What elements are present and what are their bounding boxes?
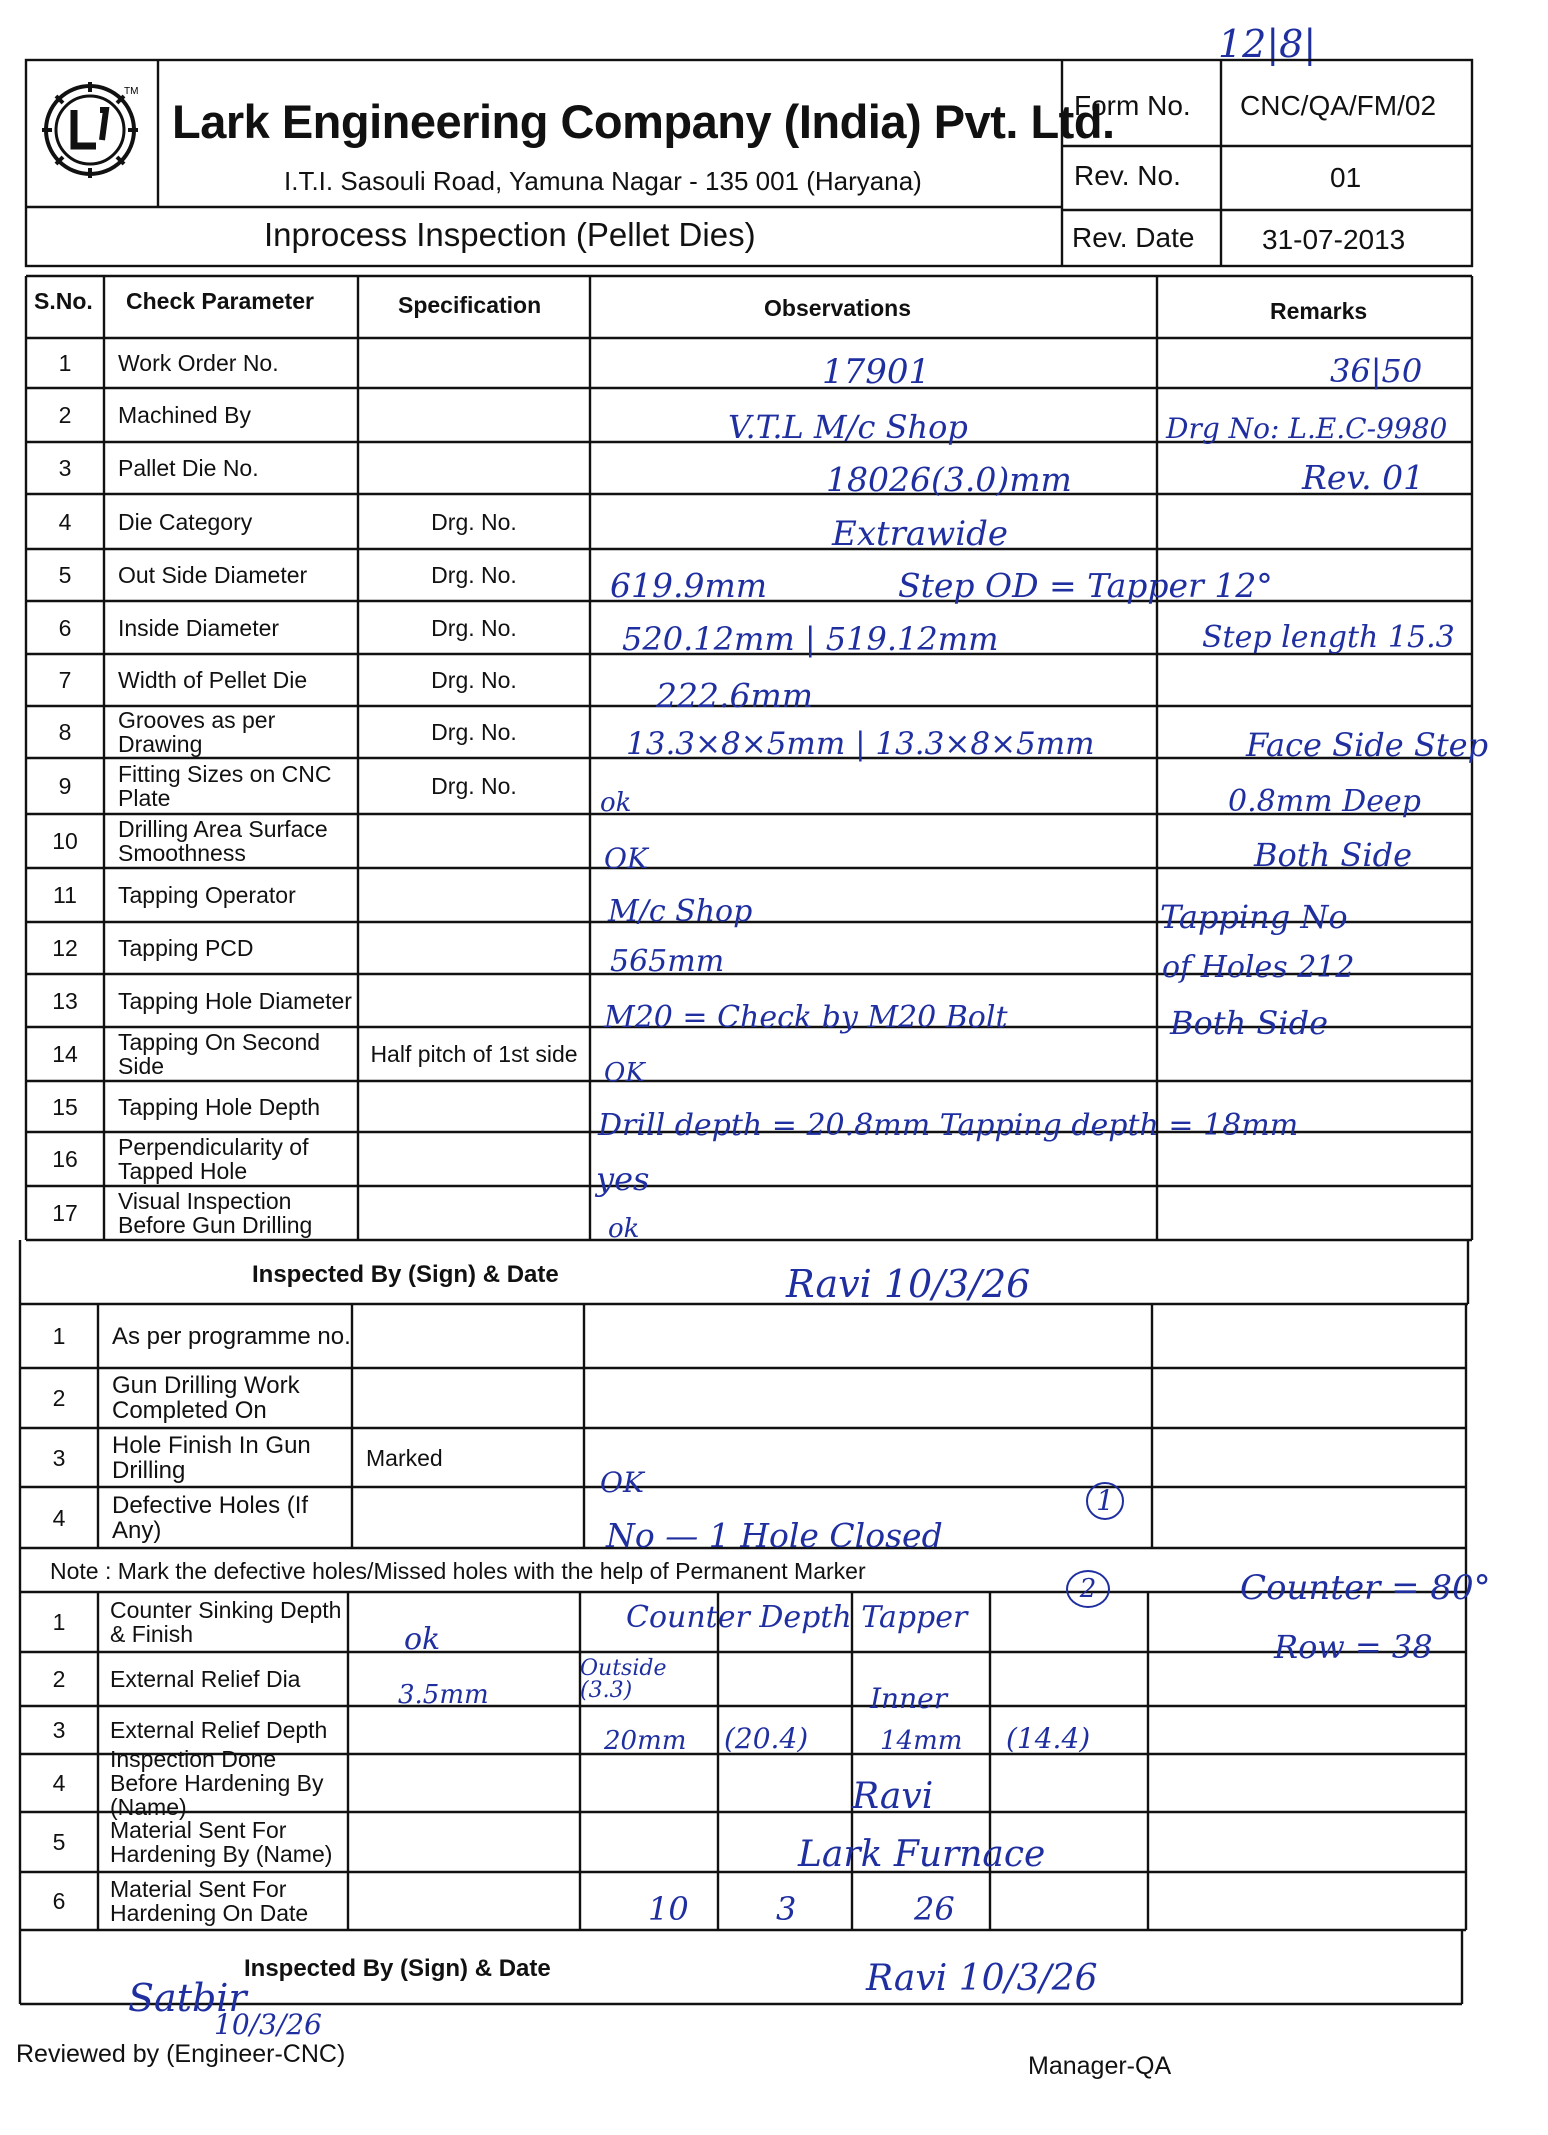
header-check-parameter: Check Parameter [126,288,314,314]
row-sno: 13 [52,987,78,1014]
row-sno: 8 [58,719,72,745]
hw-counter-ok: ok [404,1622,441,1657]
row-check-parameter: Material Sent For Hardening On Date [110,1876,309,1926]
row-sno: 1 [58,350,72,376]
manager-qa-label: Manager-QA [1028,2052,1172,2080]
row-check-parameter: Out Side Diameter [118,562,308,588]
hw-counter-remark: Counter = 80° [1240,1568,1491,1608]
row-check-parameter: Tapping Operator [118,882,296,908]
hw-date-year: 26 [914,1890,955,1928]
row-sno: 11 [53,882,77,908]
hw-outside-relief: Outside (3.3) [580,1656,667,1703]
hw-tapping-operator: M/c Shop [608,894,753,929]
form-title: Inprocess Inspection (Pellet Dies) [264,216,756,253]
row-sno: 17 [52,1200,78,1226]
hw-rev-remark: Rev. 01 [1302,458,1425,497]
row-check-parameter: Tapping Hole Diameter [118,987,352,1014]
row-check-parameter: Visual Inspection Before Gun Drilling [118,1188,313,1238]
row-check-parameter: As per programme no. [112,1322,351,1350]
row-specification: Drg. No. [431,719,517,745]
hw-od-step: Step OD = Tapper 12° [898,566,1273,605]
hw-sign-2: Ravi 10/3/26 [866,1958,1098,1999]
corner-number: 12|8| [1218,22,1317,66]
hw-ok-row17: ok [608,1214,640,1244]
hw-reviewer-sign: Satbir [128,1976,247,2020]
rev-date-value: 31-07-2013 [1262,224,1406,255]
row-sno: 4 [58,508,72,535]
hw-circle-1: 1 [1086,1482,1124,1520]
row-check-parameter: Counter Sinking Depth & Finish [110,1597,342,1647]
row-check-parameter: Grooves as per Drawing [118,707,276,757]
row-check-parameter: Tapping PCD [118,935,254,961]
row-check-parameter: Defective Holes (If Any) [112,1491,309,1544]
hw-tapping-depth: Drill depth = 20.8mm Tapping depth = 18mm [598,1108,1299,1143]
row-check-parameter: Gun Drilling Work Completed On [112,1372,300,1424]
hw-die-category: Extrawide [832,514,1009,554]
row-check-parameter: Machined By [118,402,251,428]
row-sno: 4 [52,1770,66,1796]
row-check-parameter: Tapping Hole Depth [118,1093,321,1120]
lark-logo [40,80,140,180]
hw-work-order: 17901 [822,352,931,392]
row-specification: Drg. No. [431,667,517,693]
row-specification: Drg. No. [431,614,517,641]
hw-ok-row9: ok [600,788,632,818]
hw-depth-4: (14.4) [1006,1722,1091,1755]
row-sno: 3 [58,455,72,481]
hw-reviewer-date: 10/3/26 [214,2008,322,2041]
row-check-parameter: Hole Finish In Gun Drilling [112,1431,311,1484]
hw-both-side: Both Side [1254,836,1412,874]
hw-inside-diameter: 520.12mm | 519.12mm [622,620,999,658]
row-check-parameter: Drilling Area Surface Smoothness [118,816,328,866]
row-check-parameter: External Relief Dia [110,1666,301,1692]
hw-face-side: Face Side Step [1246,726,1489,764]
hw-machined-by: V.T.L M/c Shop [728,408,968,446]
company-name: Lark Engineering Company (India) Pvt. Ltd. [172,95,1115,148]
row-sno: 5 [52,1829,66,1855]
hw-ok-gun: OK [600,1466,644,1499]
hw-circle-2: 2 [1066,1570,1110,1608]
reviewed-by-label: Reviewed by (Engineer-CNC) [16,2040,346,2068]
hw-of-holes: of Holes 212 [1162,950,1355,985]
rev-date-label: Rev. Date [1072,222,1195,253]
row-check-parameter: Pallet Die No. [118,455,259,481]
row-sno: 15 [52,1093,78,1120]
row-check-parameter: Work Order No. [118,350,279,376]
hw-defective-holes: No — 1 Hole Closed [606,1516,943,1555]
hw-grooves: 13.3×8×5mm | 13.3×8×5mm [626,726,1095,762]
row-sno: 2 [52,1385,66,1411]
row-sno: 1 [52,1323,66,1349]
hw-row-remark: Row = 38 [1274,1628,1433,1666]
row-sno: 2 [58,402,72,428]
hw-sent-by: Lark Furnace [798,1834,1046,1875]
note-text: Note : Mark the defective holes/Missed holes with the help of Permanent Marker [50,1558,866,1584]
inspected-label-2: Inspected By (Sign) & Date [244,1955,551,1982]
header-sno: S.No. [34,288,93,314]
row-sno: 4 [52,1504,66,1531]
hw-step-length: Step length 15.3 [1202,620,1455,655]
row-sno: 6 [58,614,72,641]
hw-perpendicularity: yes [596,1160,650,1198]
row-sno: 5 [58,562,72,588]
row-sno: 6 [52,1888,66,1914]
svg-text:TM: TM [124,86,139,97]
header-remarks: Remarks [1270,298,1368,324]
row-specification: Marked [366,1444,443,1471]
row-check-parameter: Width of Pellet Die [118,667,308,693]
row-sno: 2 [52,1666,66,1692]
hw-date-day: 10 [648,1890,689,1928]
hw-relief-dia: 3.5mm [398,1680,489,1710]
rev-no-value: 01 [1330,162,1362,193]
hw-work-order-remark: 36|50 [1330,352,1423,390]
form-no-value: CNC/QA/FM/02 [1240,90,1437,121]
row-specification: Drg. No. [431,508,517,535]
row-sno: 1 [52,1609,66,1635]
row-check-parameter: Inspection Done Before Hardening By (Name) [110,1746,324,1820]
row-sno: 7 [58,667,72,693]
hw-inner: Inner [870,1682,948,1715]
company-address: I.T.I. Sasouli Road, Yamuna Nagar - 135 001 (Haryana) [284,166,922,196]
row-check-parameter: Fitting Sizes on CNC Plate [118,761,332,811]
hw-outside-diameter: 619.9mm [610,566,768,605]
hw-sign-1: Ravi 10/3/26 [786,1262,1031,1306]
hw-depth-3: 14mm [880,1726,963,1756]
header-observations: Observations [764,295,911,321]
row-check-parameter: Perpendicularity of Tapped Hole [118,1134,309,1184]
row-sno: 10 [52,828,78,854]
inspected-label-1: Inspected By (Sign) & Date [252,1261,559,1288]
row-sno: 12 [52,935,78,961]
hw-depth-1: 20mm [604,1726,687,1756]
row-specification: Half pitch of 1st side [370,1041,578,1067]
row-sno: 16 [52,1146,78,1172]
hw-inspection-name: Ravi [852,1776,934,1817]
row-check-parameter: Material Sent For Hardening By (Name) [110,1817,333,1867]
row-check-parameter: Die Category [118,508,253,535]
row-specification: Drg. No. [431,773,517,799]
hw-deep: 0.8mm Deep [1228,784,1421,819]
hw-ok-row14: OK [604,1058,645,1088]
hw-depth-2: (20.4) [724,1722,809,1755]
row-check-parameter: Tapping On Second Side [118,1029,321,1079]
rev-no-label: Rev. No. [1074,160,1181,191]
hw-drg-remark: Drg No: L.E.C-9980 [1166,412,1448,445]
row-sno: 14 [52,1041,78,1067]
hw-ok-row10: OK [604,842,648,875]
hw-date-month: 3 [776,1890,797,1928]
row-check-parameter: External Relief Depth [110,1717,328,1743]
form-no-label: Form No. [1074,90,1191,121]
row-sno: 9 [58,773,72,799]
hw-tapping-pcd: 565mm [610,944,725,979]
hw-counter-obs: Counter Depth Tapper [626,1600,968,1635]
hw-tapping-no: Tapping No [1160,898,1348,936]
row-sno: 3 [52,1717,66,1743]
hw-die-no: 18026(3.0)mm [826,460,1072,499]
row-check-parameter: Inside Diameter [118,614,280,641]
hw-width: 222.6mm [656,676,814,715]
header-specification: Specification [398,292,542,318]
hw-both-side-2: Both Side [1170,1004,1328,1042]
row-sno: 3 [52,1444,66,1471]
row-specification: Drg. No. [431,562,517,588]
hw-tapping-hole-dia: M20 = Check by M20 Bolt [604,1000,1008,1035]
